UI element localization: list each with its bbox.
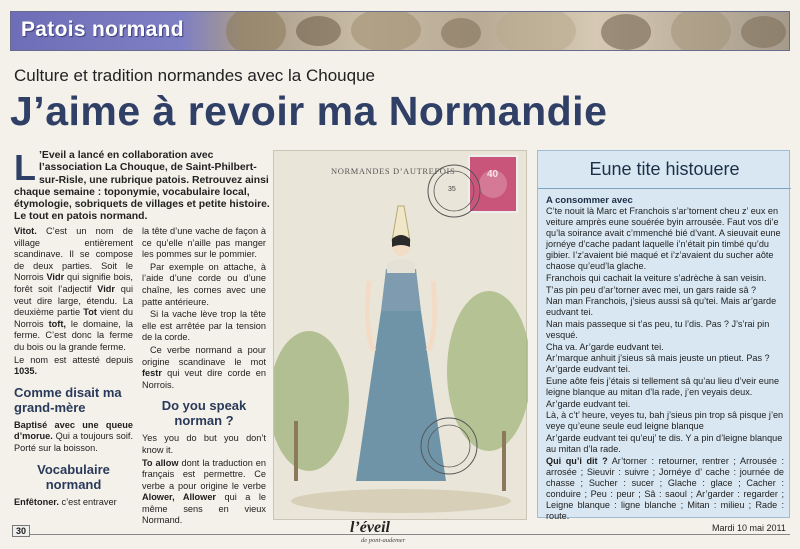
heading-speak-norman: Do you speak norman ? [161,398,247,429]
glossary-text: Ar’torner : retourner, rentrer ; Arrousée : arrosée ; Sieuvir : suivre ; Jornéye d’ cache : journée de chasse ; Sucher : sucer ; Glache : glace ; Cacher : conduire ; Peu : peur ; Sâ : saoul ; Ar’garder : regarder ; Leigne blanque : ligne blanche ; Mitan : milieu ; Rade : route. [546,455,784,522]
text: Ce verbe normand a pour origine scandinave le mot [142,344,266,367]
intro-text: ’Eveil a lancé en collaboration avec l’association La Chouque, de Saint-Philbert-sur-Risle, une rubrique patois. Retrouvez ainsi chaque semaine : toponymie, vocabulaire local, étymologie, sobriquets de villages et petite histoire. Le tout en patois normand. [14,150,270,223]
column-1 [14,226,133,509]
footer-divider [12,534,790,535]
issue-date: Mardi 10 mai 2011 [712,523,786,533]
banner-decor [351,11,421,51]
vitot-paragraph [14,226,133,354]
postcard-title: NORMANDES D’AUTREFOIS [331,166,456,176]
term: toft, [48,318,66,329]
story-body [546,206,784,523]
banner-decor [441,18,481,48]
masthead-logo: l’éveil [350,519,390,536]
text: dont la traduction en français est permettre. Ce verbe a pour origine le verbe [142,457,266,491]
story-line: T’as pin peu d’ar’torner avec mei, un gars raide sâ ? [546,284,757,295]
term: Baptisé avec une queue d’morue. [14,419,133,442]
page-number: 30 [12,525,30,537]
term: Tot [83,307,97,318]
postmark-number: 35 [448,186,456,193]
text: C’est un nom de village entièrement scandinave. Il se compose de deux parties. Soit le Norrois [14,226,133,283]
term: festr [142,368,162,379]
text: Le nom est attesté depuis [14,354,133,365]
story-line: Là, à c’t’ heure, veyes tu, bah j’sieus pin trop sâ pisque j’en veye qu’eune seule eud leigne blanque [546,410,784,432]
banner-decor [496,11,576,51]
text: le domaine, la ferme. C’est donc la ferme du bois ou la grande ferme. [14,318,133,352]
vocab-paragraph [14,497,133,509]
term: Vidr [46,272,65,283]
masthead-subtitle: de pont-audemer [361,537,406,544]
stamp-value: 40 [487,169,499,180]
paragraph: la tête d’une vache de façon à ce qu’elle n’aille pas manger les pommes sur le pommier. [142,226,266,260]
term: To allow [142,457,179,468]
paragraph: Yes you do but you don’t know it. [142,433,266,455]
paragraph: Si la vache lève trop la tête elle est arrêtée par la tension de la corde. [142,309,266,343]
paragraph: Par exemple on attache, à l’aide d’une corde ou d’une chaîne, les cornes avec une patte antérieure. [142,261,266,307]
intro-paragraph [14,147,272,224]
story-line: Nan mais passeque si t’as peu, tu l’dis. Pas ? J’s’rai pin vesqué. [546,318,770,341]
section-banner [10,11,790,51]
term: Vitot. [14,226,37,236]
text: Qui a toujours soif. Porté sur la boisson. [14,431,133,453]
text: c’est entraver [58,496,117,507]
kicker: Culture et tradition normandes avec la Chouque [14,66,375,85]
postcard-illustration [273,150,527,520]
text: qui a le même sens en vieux Normand. [142,492,266,526]
story-title: Eune tite histouere [538,159,791,189]
paragraph [142,345,266,391]
attested-paragraph [14,355,133,378]
glossary-label: Qui qu’i dit ? [546,455,608,466]
story-subtitle: A consommer avec [546,195,633,206]
text: vient du Norrois [14,307,133,329]
story-line: Cha va. Ar’garde eudvant tei. [546,341,664,352]
headline: J’aime à revoir ma Normandie [10,88,608,134]
banner-decor [296,16,341,46]
banner-decor [671,11,731,51]
story-line: Nan man Franchois, j’sieus aussi sâ qu’tei. Mais ar’garde eudvant tei. [546,296,777,318]
story-box [537,150,790,522]
term: Enfêtoner. [14,496,59,507]
banner-decor [226,11,286,51]
postcard-drawing [274,151,528,521]
heading-grand-mere: Comme disait ma grand-mère [14,384,122,415]
column-2 [142,226,266,528]
text: qui veut dire large, étendu. La deuxième partie [14,283,133,318]
year: 1035. [14,366,37,377]
story-line: Franchois qui cachait la veiture s’adrèche à san veisin. [546,273,767,284]
story-line: Ar’garde eudvant tei qu’euj’ te dis. Y a pin d’leigne blanque au mitan d’la rade. [546,432,783,454]
paragraph [142,458,266,528]
story-line: Eune aôte feis j’étais si tellement sâ qu’au lieu d’veir eune leigne blanque au mitan d’la rade, j’en veyais deux. [546,375,780,397]
banner-decor [601,14,651,50]
glossary [546,456,784,523]
banner-title: Patois normand [21,18,184,41]
term: Alower, Allower [142,492,217,503]
saying-paragraph [14,420,133,455]
term: Vidr [97,283,115,294]
banner-decor [741,16,786,48]
text: qui signifie bois, forêt soit l’adjectif [14,272,133,294]
dropcap: L [14,147,36,188]
story-line: Ar’garde eudvant tei. [546,398,631,409]
story-line: C’te nouit là Marc et Franchois s’ar’tornent cheu z’ eux en veiture amprès eune souérée byin arrousée. Faut vos di’e qu’la soirance avait c’mmenché bié d’vant. A sieuvait eune jornéye d’cache padant laquelle i’n’était pin timbé qu’du gibier. I’z’avaient bié maqué et i’z’avaient du sucher aôte chaose qu’eud’la glache. [546,206,781,272]
heading-vocabulaire: Vocabulaire normand [37,461,110,492]
text: qui veut dire corde en Norrois. [142,368,266,390]
story-line: Ar’marque anhuit j’sieus sâ mais jeuste un ptieut. Pas ? Ar’garde eudvant tei. [546,353,770,375]
